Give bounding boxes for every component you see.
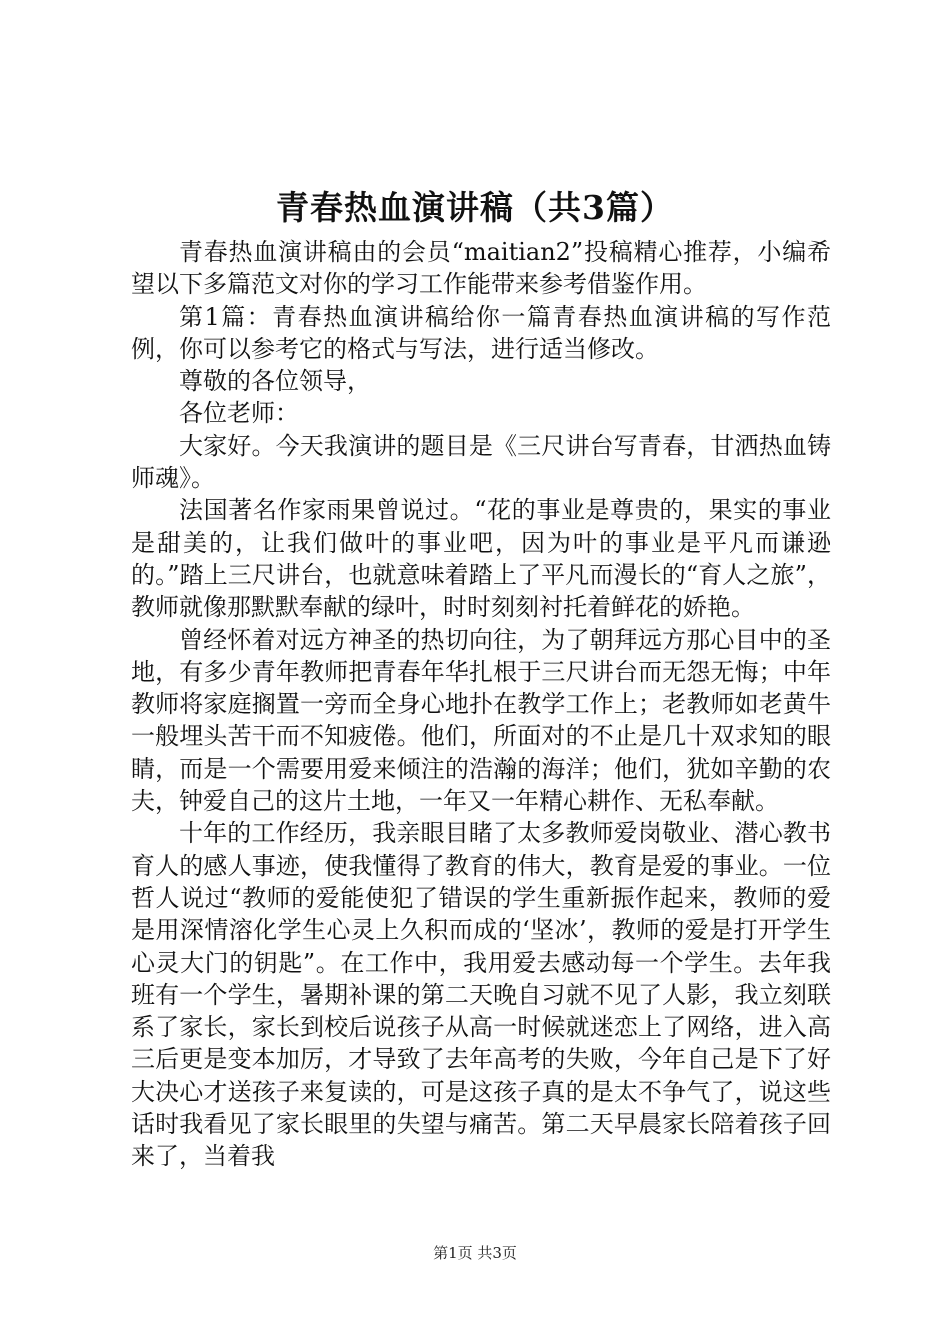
page-footer: 第1页 共3页 bbox=[433, 1244, 517, 1262]
document-title: 青春热血演讲稿（共3篇） bbox=[276, 188, 674, 227]
paragraph-greeting: 大家好。今天我演讲的题目是《三尺讲台写青春，甘洒热血铸师魂》。 bbox=[131, 431, 831, 493]
document-body bbox=[131, 236, 831, 1173]
paragraph-hugo-quote: 法国著名作家雨果曾说过。“花的事业是尊贵的，果实的事业是甜美的，让我们做叶的事业吧，因为叶的事业是平凡而谦逊的。”踏上三尺讲台，也就意味着踏上了平凡而漫长的“育人之旅”，教师就像那默默奉献的绿叶，时时刻刻衬托着鲜花的娇艳。 bbox=[131, 496, 831, 622]
paragraph-salutation-leaders: 尊敬的各位领导， bbox=[179, 367, 371, 396]
paragraph-experience: 十年的工作经历，我亲眼目睹了太多教师爱岗敬业、潜心教书育人的感人事迹，使我懂得了教育的伟大，教育是爱的事业。一位哲人说过“教师的爱能使犯了错误的学生重新振作起来，教师的爱是用深情溶化学生心灵上久积而成的‘坚冰’，教师的爱是打开学生心灵大门的钥匙”。在工作中，我用爱去感动每一个学生。去年我班有一个学生，暑期补课的第二天晚自习就不见了人影，我立刻联系了家长，家长到校后说孩子从高一时候就迷恋上了网络，进入高三后更是变本加厉，才导致了去年高考的失败，今年自己是下了好大决心才送孩子来复读的，可是这孩子真的是太不争气了，说这些话时我看见了家长眼里的失望与痛苦。第二天早晨家长陪着孩子回来了，当着我 bbox=[131, 819, 831, 1171]
paragraph-salutation-teachers: 各位老师： bbox=[179, 399, 299, 428]
paragraph-part-1: 第1篇：青春热血演讲稿给你一篇青春热血演讲稿的写作范例，你可以参考它的格式与写法，进行适当修改。 bbox=[131, 302, 831, 363]
paragraph-teachers: 曾经怀着对远方神圣的热切向往，为了朝拜远方那心目中的圣地，有多少青年教师把青春年华扎根于三尺讲台而无怨无悔；中年教师将家庭搁置一旁而全身心地扑在教学工作上；老教师如老黄牛一般埋头苦干而不知疲倦。他们，所面对的不止是几十双求知的眼睛，而是一个需要用爱来倾注的浩瀚的海洋；他们，犹如辛勤的农夫，钟爱自己的这片土地，一年又一年精心耕作、无私奉献。 bbox=[131, 625, 831, 816]
paragraph-intro: 青春热血演讲稿由的会员“maitian2”投稿精心推荐，小编希望以下多篇范文对你的学习工作能带来参考借鉴作用。 bbox=[131, 238, 831, 299]
